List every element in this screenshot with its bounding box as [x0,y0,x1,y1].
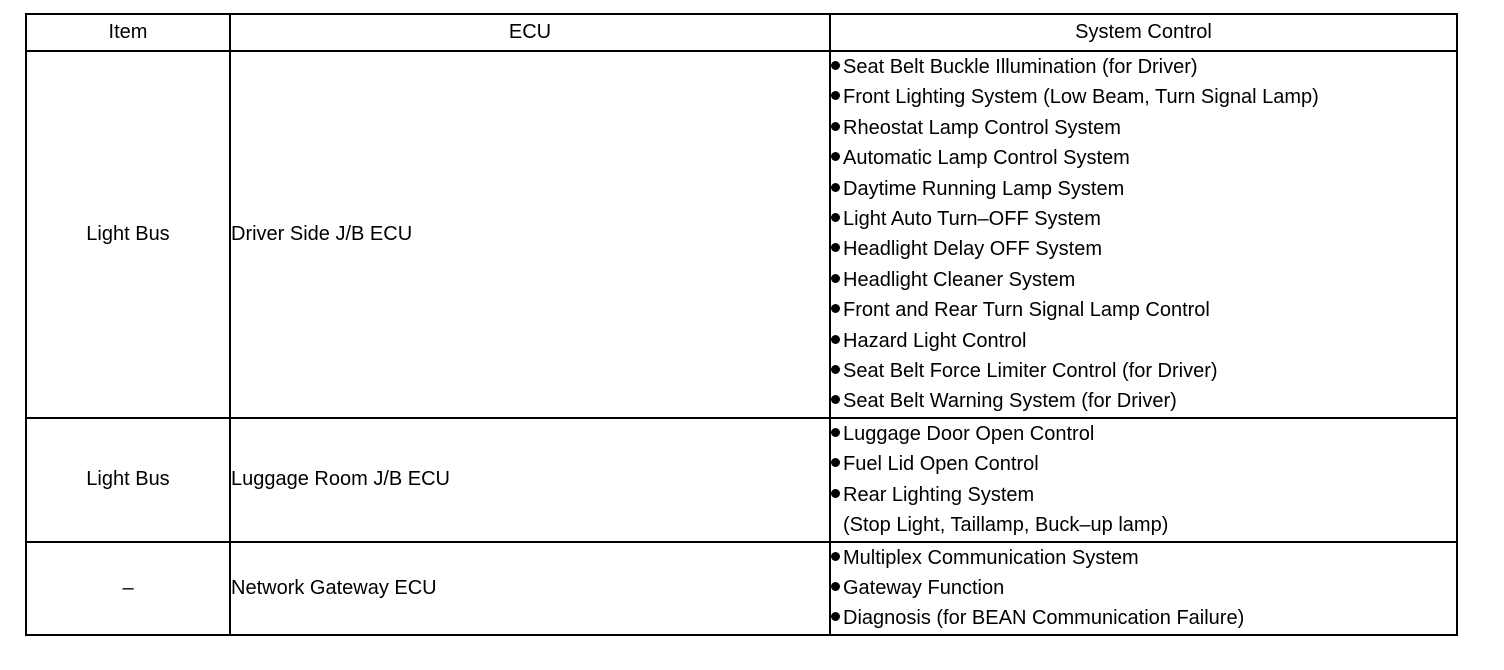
bullet-icon [831,122,840,131]
bullet-icon [831,243,840,252]
list-item [831,204,1456,234]
control-label: Fuel Lid Open Control [843,453,1039,476]
list-item [831,174,1456,204]
list-item [831,603,1456,633]
control-label: Daytime Running Lamp System [843,177,1125,200]
bullet-icon [831,489,840,498]
list-item [831,543,1456,573]
list-item [831,265,1456,295]
bullet-icon [831,304,840,313]
list-item [831,326,1456,356]
list-item [831,295,1456,325]
bullet-icon [831,183,840,192]
control-label: Seat Belt Force Limiter Control (for Driver) [843,360,1218,383]
header-item: Item [26,14,230,51]
list-item [831,386,1456,416]
control-list [831,419,1456,541]
bullet-icon [831,582,840,591]
control-label: Hazard Light Control [843,329,1027,352]
system-control-cell [830,51,1457,418]
header-system-control: System Control [830,14,1457,51]
control-label: Headlight Delay OFF System [843,238,1102,261]
control-label: Light Auto Turn–OFF System [843,208,1101,231]
bullet-icon [831,213,840,222]
control-label: Seat Belt Buckle Illumination (for Driver) [843,56,1198,78]
list-item [831,113,1456,143]
control-label: Multiplex Communication System [843,546,1139,569]
control-list [831,52,1456,417]
list-item-continuation: (Stop Light, Taillamp, Buck–up lamp) [843,514,1169,537]
bullet-icon [831,365,840,374]
item-cell: – [26,542,230,635]
list-item [831,52,1456,82]
header-ecu: ECU [230,14,830,51]
ecu-system-control-table [25,13,1458,636]
bullet-icon [831,152,840,161]
bullet-icon [831,91,840,100]
ecu-cell: Driver Side J/B ECU [230,51,830,418]
control-label: Rheostat Lamp Control System [843,116,1121,139]
list-item [831,480,1456,510]
bullet-icon [831,335,840,344]
table-row [26,51,1457,418]
system-control-cell [830,542,1457,635]
list-item [831,234,1456,264]
control-label: Diagnosis (for BEAN Communication Failure) [843,607,1245,630]
bullet-icon [831,552,840,561]
item-cell: Light Bus [26,51,230,418]
control-list [831,543,1456,634]
item-cell: Light Bus [26,418,230,542]
control-label: Automatic Lamp Control System [843,147,1130,170]
bullet-icon [831,458,840,467]
bullet-icon [831,428,840,437]
list-item [831,356,1456,386]
list-item [831,82,1456,112]
bullet-icon [831,61,840,70]
bullet-icon [831,612,840,621]
control-label: Rear Lighting System [843,483,1035,506]
list-item [831,573,1456,603]
list-item [831,143,1456,173]
table-header-row [26,14,1457,51]
control-label: Seat Belt Warning System (for Driver) [843,390,1177,413]
control-label: Front Lighting System (Low Beam, Turn Signal Lamp) [843,86,1319,109]
list-item [831,449,1456,479]
bullet-icon [831,395,840,404]
table-row [26,418,1457,542]
control-label: Front and Rear Turn Signal Lamp Control [843,299,1210,322]
ecu-cell: Network Gateway ECU [230,542,830,635]
table-row [26,542,1457,635]
bullet-icon [831,274,840,283]
control-label: Headlight Cleaner System [843,268,1076,291]
system-control-cell [830,418,1457,542]
control-label: Luggage Door Open Control [843,422,1095,445]
control-label: Gateway Function [843,576,1005,599]
list-item [831,419,1456,449]
ecu-cell: Luggage Room J/B ECU [230,418,830,542]
